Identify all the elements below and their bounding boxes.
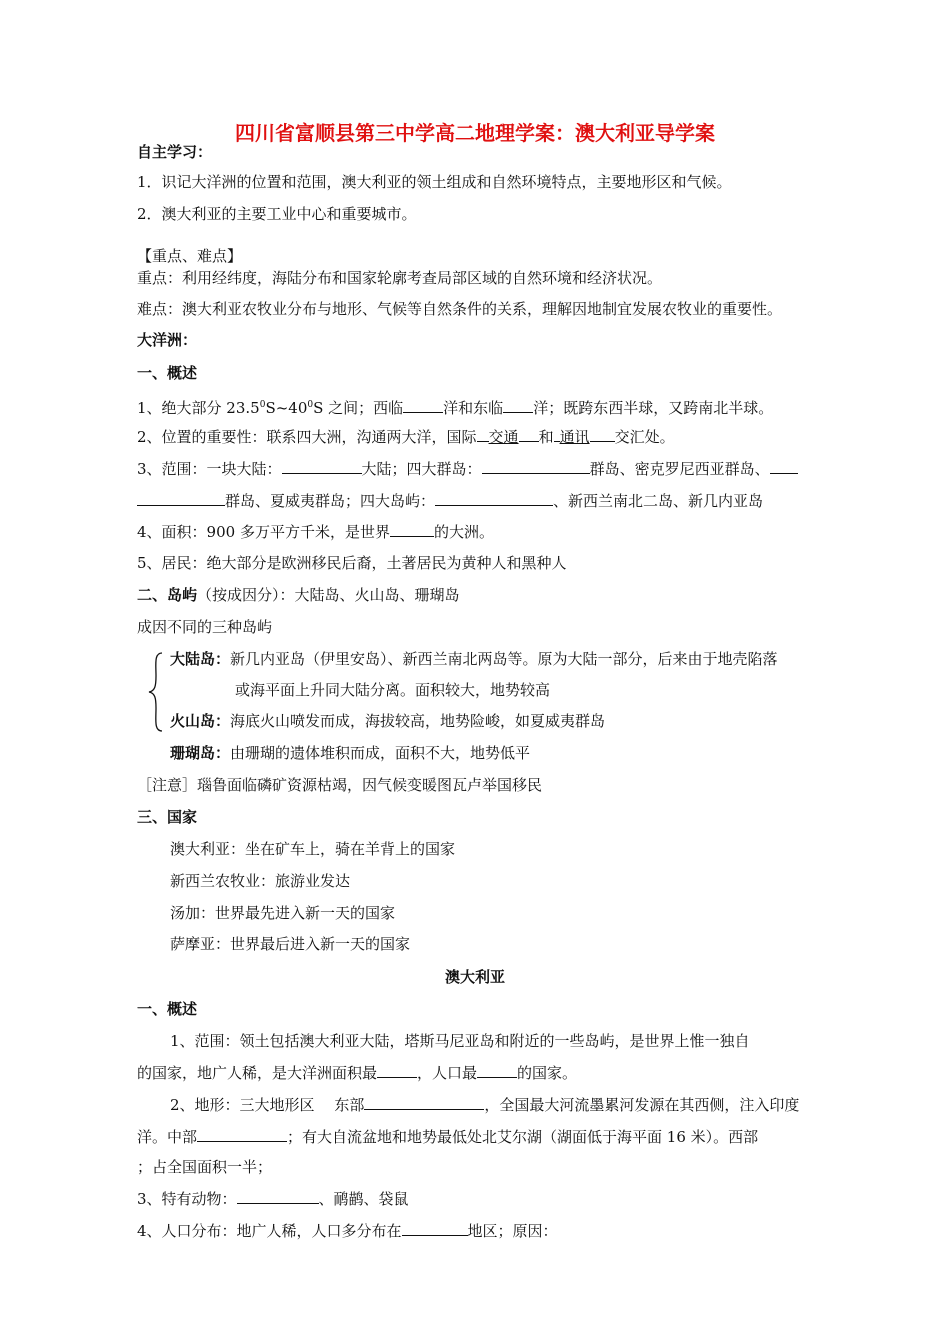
oceania-line-5: 5、居民：绝大部分是欧洲移民后裔，土著居民为黄种人和黑种人	[137, 554, 567, 572]
blank[interactable]	[770, 458, 798, 474]
note-text: ［注意］瑙鲁面临磷矿资源枯竭，因气候变暖图瓦卢举国移民	[137, 776, 543, 794]
oceania-line-1: 1、绝大部分 $23.5^0S\sim 40^0S$ 之间；西临 洋和东临 洋；既跨东西半球，又跨南北半球。	[137, 399, 774, 417]
oceania-heading: 大洋洲：	[137, 331, 198, 349]
volcanic-island-line: 火山岛：海底火山喷发而成，海拔较高，地势险峻，如夏威夷群岛	[170, 712, 606, 730]
oceania-line-4: 4、面积：900 多万平方千米，是世界 的大洲。	[137, 523, 494, 541]
blank[interactable]	[282, 458, 362, 474]
blank[interactable]	[503, 397, 533, 413]
key-point-text: 重点：利用经纬度，海陆分布和国家轮廓考查局部区域的自然环境和经济状况。	[137, 269, 663, 287]
oceania-line-3b: 群岛、夏威夷群岛；四大岛屿： 、新西兰南北二岛、新几内亚岛	[137, 490, 763, 511]
australia-population-line: 4、人口分布：地广人稀，人口多分布在 地区；原因：	[137, 1222, 558, 1240]
continental-island-line-2: 或海平面上升同大陆分离。面积较大，地势较高	[235, 681, 551, 699]
blank[interactable]	[377, 1062, 417, 1078]
blank[interactable]	[137, 490, 225, 506]
blank[interactable]	[197, 1126, 287, 1142]
australia-terrain-line-1: 2、地形：三大地形区 东部 ，全国最大河流墨累河发源在其西侧，注入印度	[170, 1096, 800, 1114]
australia-terrain-line-2: 洋。中部 ；有大自流盆地和地势最低处北艾尔湖（湖面低于海平面 16 米）。西部	[137, 1128, 759, 1146]
blank[interactable]	[402, 1220, 468, 1236]
continental-island-line: 大陆岛：新几内亚岛（伊里安岛）、新西兰南北两岛等。原为大陆一部分，后来由于地壳陷落	[170, 650, 778, 668]
islands-subheading: 成因不同的三种岛屿	[137, 618, 273, 636]
oceania-overview-heading: 一、概述	[137, 364, 198, 382]
country-item: 汤加：世界最先进入新一天的国家	[170, 904, 396, 922]
blank[interactable]	[364, 1094, 484, 1110]
australia-terrain-line-3: ；占全国面积一半；	[137, 1158, 273, 1176]
self-study-item-2: 2．澳大利亚的主要工业中心和重要城市。	[137, 205, 417, 223]
blank	[477, 426, 489, 442]
blank[interactable]	[482, 458, 590, 474]
oceania-line-2: 2、位置的重要性：联系四大洲，沟通两大洋，国际 交通 和 通讯 交汇处。	[137, 428, 675, 446]
australia-scope-line-1: 1、范围：领土包括澳大利亚大陆，塔斯马尼亚岛和附近的一些岛屿，是世界上惟一独自	[170, 1032, 750, 1050]
self-study-item-1: 1．识记大洋洲的位置和范围，澳大利亚的领土组成和自然环境特点，主要地形区和气候。	[137, 173, 732, 191]
oceania-line-3: 3、范围：一块大陆： 大陆；四大群岛： 群岛、密克罗尼西亚群岛、	[137, 458, 798, 479]
blank[interactable]	[477, 1062, 517, 1078]
country-item: 萨摩亚：世界最后进入新一天的国家	[170, 935, 411, 953]
blank[interactable]	[435, 490, 553, 506]
australia-overview-heading: 一、概述	[137, 1000, 198, 1018]
blank[interactable]	[390, 521, 434, 537]
difficult-point-text: 难点：澳大利亚农牧业分布与地形、气候等自然条件的关系，理解因地制宜发展农牧业的重要性。	[137, 300, 783, 318]
australia-scope-line-2: 的国家，地广人稀，是大洋洲面积最 ，人口最 的国家。	[137, 1064, 578, 1082]
australia-animals-line: 3、特有动物： 、鸸鹋、袋鼠	[137, 1190, 409, 1208]
coral-island-line: 珊瑚岛：由珊瑚的遗体堆积而成，面积不大，地势低平	[170, 744, 531, 762]
country-item: 新西兰农牧业：旅游业发达	[170, 872, 351, 890]
blank[interactable]	[237, 1188, 319, 1204]
brace-icon	[148, 652, 164, 732]
self-study-heading: 自主学习：	[137, 143, 213, 161]
blank	[519, 426, 539, 442]
countries-heading: 三、国家	[137, 808, 198, 826]
country-item: 澳大利亚：坐在矿车上，骑在羊背上的国家	[170, 840, 456, 858]
australia-heading: 澳大利亚	[444, 968, 505, 986]
page-title: 四川省富顺县第三中学高二地理学案：澳大利亚导学案	[235, 121, 715, 145]
blank[interactable]	[403, 397, 443, 413]
islands-heading: 二、岛屿（按成因分）：大陆岛、火山岛、珊瑚岛	[137, 586, 460, 604]
blank	[590, 426, 615, 442]
key-points-heading: 【重点、难点】	[137, 247, 243, 265]
